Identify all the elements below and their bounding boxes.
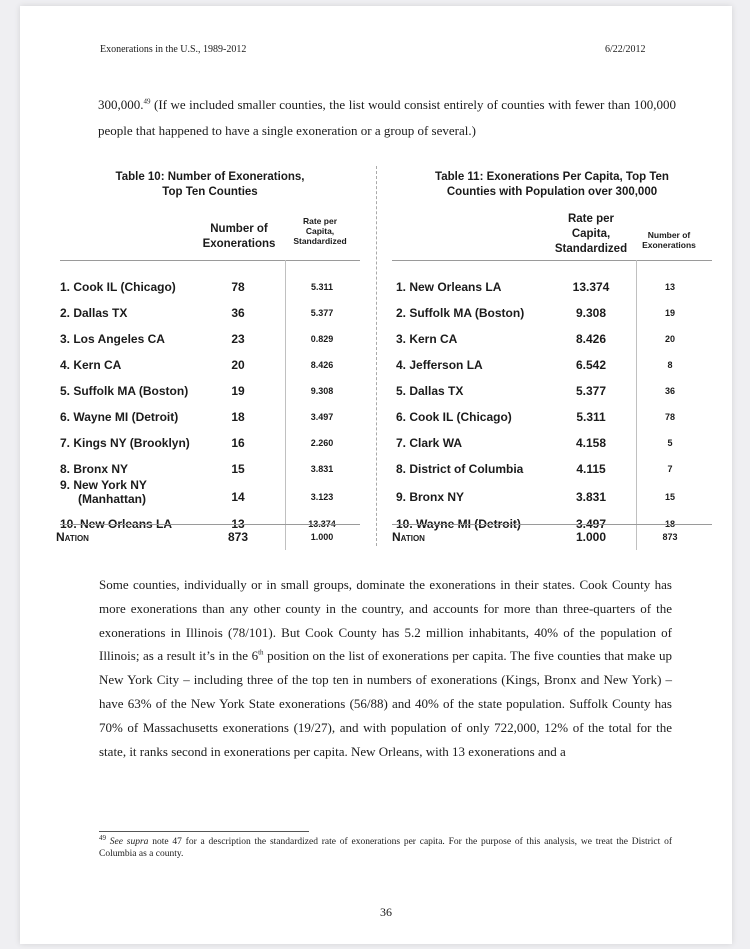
table11-nation-count: 873 <box>662 532 678 542</box>
table11-header-rate-line3: Standardized <box>554 243 628 255</box>
table10-header-rate <box>282 216 358 246</box>
table11-row-count: 78 <box>664 412 675 422</box>
table10-row-name-text: 1. Cook IL (Chicago) <box>60 280 176 294</box>
table10-row-count: 78 <box>231 280 245 294</box>
table10-row-rate: 9.308 <box>310 386 334 396</box>
table11-header-rule <box>392 260 712 261</box>
table11-row-count: 20 <box>664 334 675 344</box>
body-part1: Some counties, individually or in small groups, dominate the exonerations in their states. Cook County has more exonerations than any other county in the country, and accounts for more than three-quarters of the exonerations in Illinois (78/101). But Cook County has 5.2 million inhabitants, 40% of the population of Illinois; as a result it’s in the 6 <box>99 577 672 664</box>
table11-title-line2: Counties with Population over 300,000 <box>446 186 658 198</box>
body-paragraph <box>99 573 672 763</box>
table10-header-count-line1: Number of <box>210 223 268 235</box>
table10-nation-rate: 1.000 <box>310 532 334 542</box>
table11-row-rate: 3.497 <box>575 517 607 531</box>
footnote-rule <box>99 831 309 832</box>
table11-row <box>20 326 732 352</box>
table11-row-name-text: 9. Bronx NY <box>396 490 465 504</box>
table11-row <box>20 404 732 430</box>
table11-row-name-text: 10. Wayne MI (Detroit) <box>396 517 521 531</box>
footnote-ref-49: 49 <box>143 97 151 106</box>
running-header-title: Exonerations in the U.S., 1989-2012 <box>100 44 247 55</box>
intro-number: 300,000. <box>98 97 144 112</box>
table10-row-name-text: 7. Kings NY (Brooklyn) <box>60 436 190 450</box>
table11-row-name-text: 4. Jefferson LA <box>396 358 483 372</box>
table11-row-name-text: 6. Cook IL (Chicago) <box>396 410 512 424</box>
table11-row-rate: 13.374 <box>572 280 610 294</box>
table11-row-rate: 9.308 <box>575 306 607 320</box>
body-part2: position on the list of exonerations per capita. The five counties that make up New York City – including three of the top ten in numbers of exonerations (Kings, Bronx and New York) – have 63% of the New York State exonerations (56/88) and 40% of the state population. Suffolk County has 70% of Massachusetts exonerations (19/27), and with population of only 722,000, 12% of the total for the state, it ranks second in exonerations per capita. New Orleans, with 13 exonerations and a <box>99 648 672 759</box>
table10-title-line1: Table 10: Number of Exonerations, <box>115 171 305 183</box>
table10-row-name-text-line2: (Manhattan) <box>78 492 146 506</box>
table11-row-rate: 4.115 <box>576 462 606 476</box>
table11-header-rate <box>545 212 637 257</box>
table11-nation-rule <box>392 524 712 525</box>
ordinal-suffix: th <box>258 649 264 658</box>
table10-row-rate: 3.497 <box>310 412 334 422</box>
table11-row-count: 13 <box>664 282 675 292</box>
table10-row-name-text: 8. Bronx NY <box>60 462 129 476</box>
footnote-text: note 47 for a description the standardized rate of exonerations per capita. For the purpose of this analysis, we treat the District of Columbia as a county. <box>99 837 672 859</box>
document-page <box>20 6 732 944</box>
intro-text: (If we included smaller counties, the list would consist entirely of counties with fewer than 100,000 people that happened to have a single exoneration or a group of several.) <box>98 97 676 138</box>
table11-row-name <box>396 456 523 482</box>
table10-row-name-text: 9. New York NY <box>60 478 147 492</box>
table10-header-rate-line1: Rate per <box>302 216 337 226</box>
table10-row-name-text: 3. Los Angeles CA <box>60 332 165 346</box>
table11-row-name <box>396 378 463 404</box>
table11-row-count: 18 <box>664 519 675 529</box>
page-number: 36 <box>380 905 392 919</box>
table10-nation-label: Nation <box>56 530 89 544</box>
table11-row <box>20 274 732 300</box>
table10-row-count: 14 <box>231 490 245 504</box>
table10-row-rate: 5.377 <box>310 308 334 318</box>
table11-row-count: 15 <box>664 492 675 502</box>
table11-row-name-text: 8. District of Columbia <box>396 462 524 476</box>
table10-row-count: 15 <box>231 462 245 476</box>
table10-nation-count: 873 <box>227 530 249 544</box>
table10-row-rate: 2.260 <box>310 438 334 448</box>
table11-row <box>20 352 732 378</box>
table10-row-name-text: 5. Suffolk MA (Boston) <box>60 384 189 398</box>
table11-title-line1: Table 11: Exonerations Per Capita, Top Ten <box>435 171 669 183</box>
table10-row-rate: 3.831 <box>310 464 334 474</box>
table11-row-name <box>396 404 512 430</box>
table11-header-count-line2: Exonerations <box>642 240 696 250</box>
table11-header-rate-line2: Capita, <box>571 228 611 240</box>
table11-row-name <box>396 482 464 512</box>
table10-row-count: 18 <box>231 410 245 424</box>
table11-row <box>20 456 732 482</box>
table11-header-rate-line1: Rate per <box>567 213 615 225</box>
table11-row <box>20 430 732 456</box>
footnote <box>99 833 672 860</box>
table11-row-rate: 3.831 <box>575 490 607 504</box>
table11-nation-row <box>20 526 732 548</box>
table11-title <box>392 170 712 200</box>
table11-row-count: 19 <box>664 308 675 318</box>
table11-row-count: 8 <box>667 360 673 370</box>
table10-row-count: 19 <box>231 384 245 398</box>
table11-row-count: 7 <box>667 464 673 474</box>
table11-row-rate: 5.377 <box>575 384 607 398</box>
running-header-date: 6/22/2012 <box>605 44 646 55</box>
table10-header-rate-line3: Standardized <box>293 236 347 246</box>
table11-row-rate: 4.158 <box>575 436 607 450</box>
footnote-mark: 49 <box>99 833 106 842</box>
table11-row-rate: 6.542 <box>575 358 607 372</box>
table11-row <box>20 482 732 512</box>
intro-paragraph <box>98 92 676 144</box>
table10-row-rate: 3.123 <box>310 492 334 502</box>
table11-row <box>20 300 732 326</box>
table11-row-count: 5 <box>667 438 673 448</box>
table11-row-name-text: 5. Dallas TX <box>396 384 464 398</box>
table11-row-name-text: 1. New Orleans LA <box>396 280 502 294</box>
table10-row-rate: 13.374 <box>308 519 336 529</box>
table10-row-name-text: 6. Wayne MI (Detroit) <box>60 410 179 424</box>
table10-row-count: 16 <box>231 436 245 450</box>
table11-row-name <box>396 300 524 326</box>
table10-row-count: 36 <box>231 306 245 320</box>
table11-row <box>20 378 732 404</box>
table11-row-name-text: 3. Kern CA <box>396 332 458 346</box>
table11-header-count-line1: Number of <box>647 230 691 240</box>
table10-row-name-text: 10. New Orleans LA <box>60 517 173 531</box>
table11-row-name <box>396 326 457 352</box>
table10-row-name-text: 2. Dallas TX <box>60 306 128 320</box>
table10-row-count: 13 <box>231 517 245 531</box>
table10-header-rate-line2: Capita, <box>305 226 335 236</box>
table10-title-line2: Top Ten Counties <box>162 186 258 198</box>
table11-nation-label: Nation <box>392 530 425 544</box>
table10-row-rate: 8.426 <box>310 360 334 370</box>
table11-row-name-text: 2. Suffolk MA (Boston) <box>396 306 525 320</box>
table11-row-rate: 8.426 <box>575 332 607 346</box>
table11-row-name-text: 7. Clark WA <box>396 436 463 450</box>
table10-row-rate: 5.311 <box>310 282 334 292</box>
table11-header-count <box>634 230 704 250</box>
table10-row-count: 23 <box>231 332 245 346</box>
table10-row-name-text: 4. Kern CA <box>60 358 122 372</box>
table10-row-rate: 0.829 <box>310 334 334 344</box>
table10-header-count <box>192 222 286 252</box>
table10-header-rule <box>60 260 360 261</box>
table11-row-name <box>396 430 462 456</box>
table10-header-count-line2: Exonerations <box>202 238 276 250</box>
table11-row-name <box>396 352 483 378</box>
table11-row-name <box>396 274 501 300</box>
table10-row-count: 20 <box>231 358 245 372</box>
table11-row-count: 36 <box>664 386 675 396</box>
table11-row-rate: 5.311 <box>576 410 606 424</box>
table11-nation-rate: 1.000 <box>575 530 607 544</box>
table10-title <box>60 170 360 200</box>
footnote-italic: See supra <box>109 837 149 847</box>
